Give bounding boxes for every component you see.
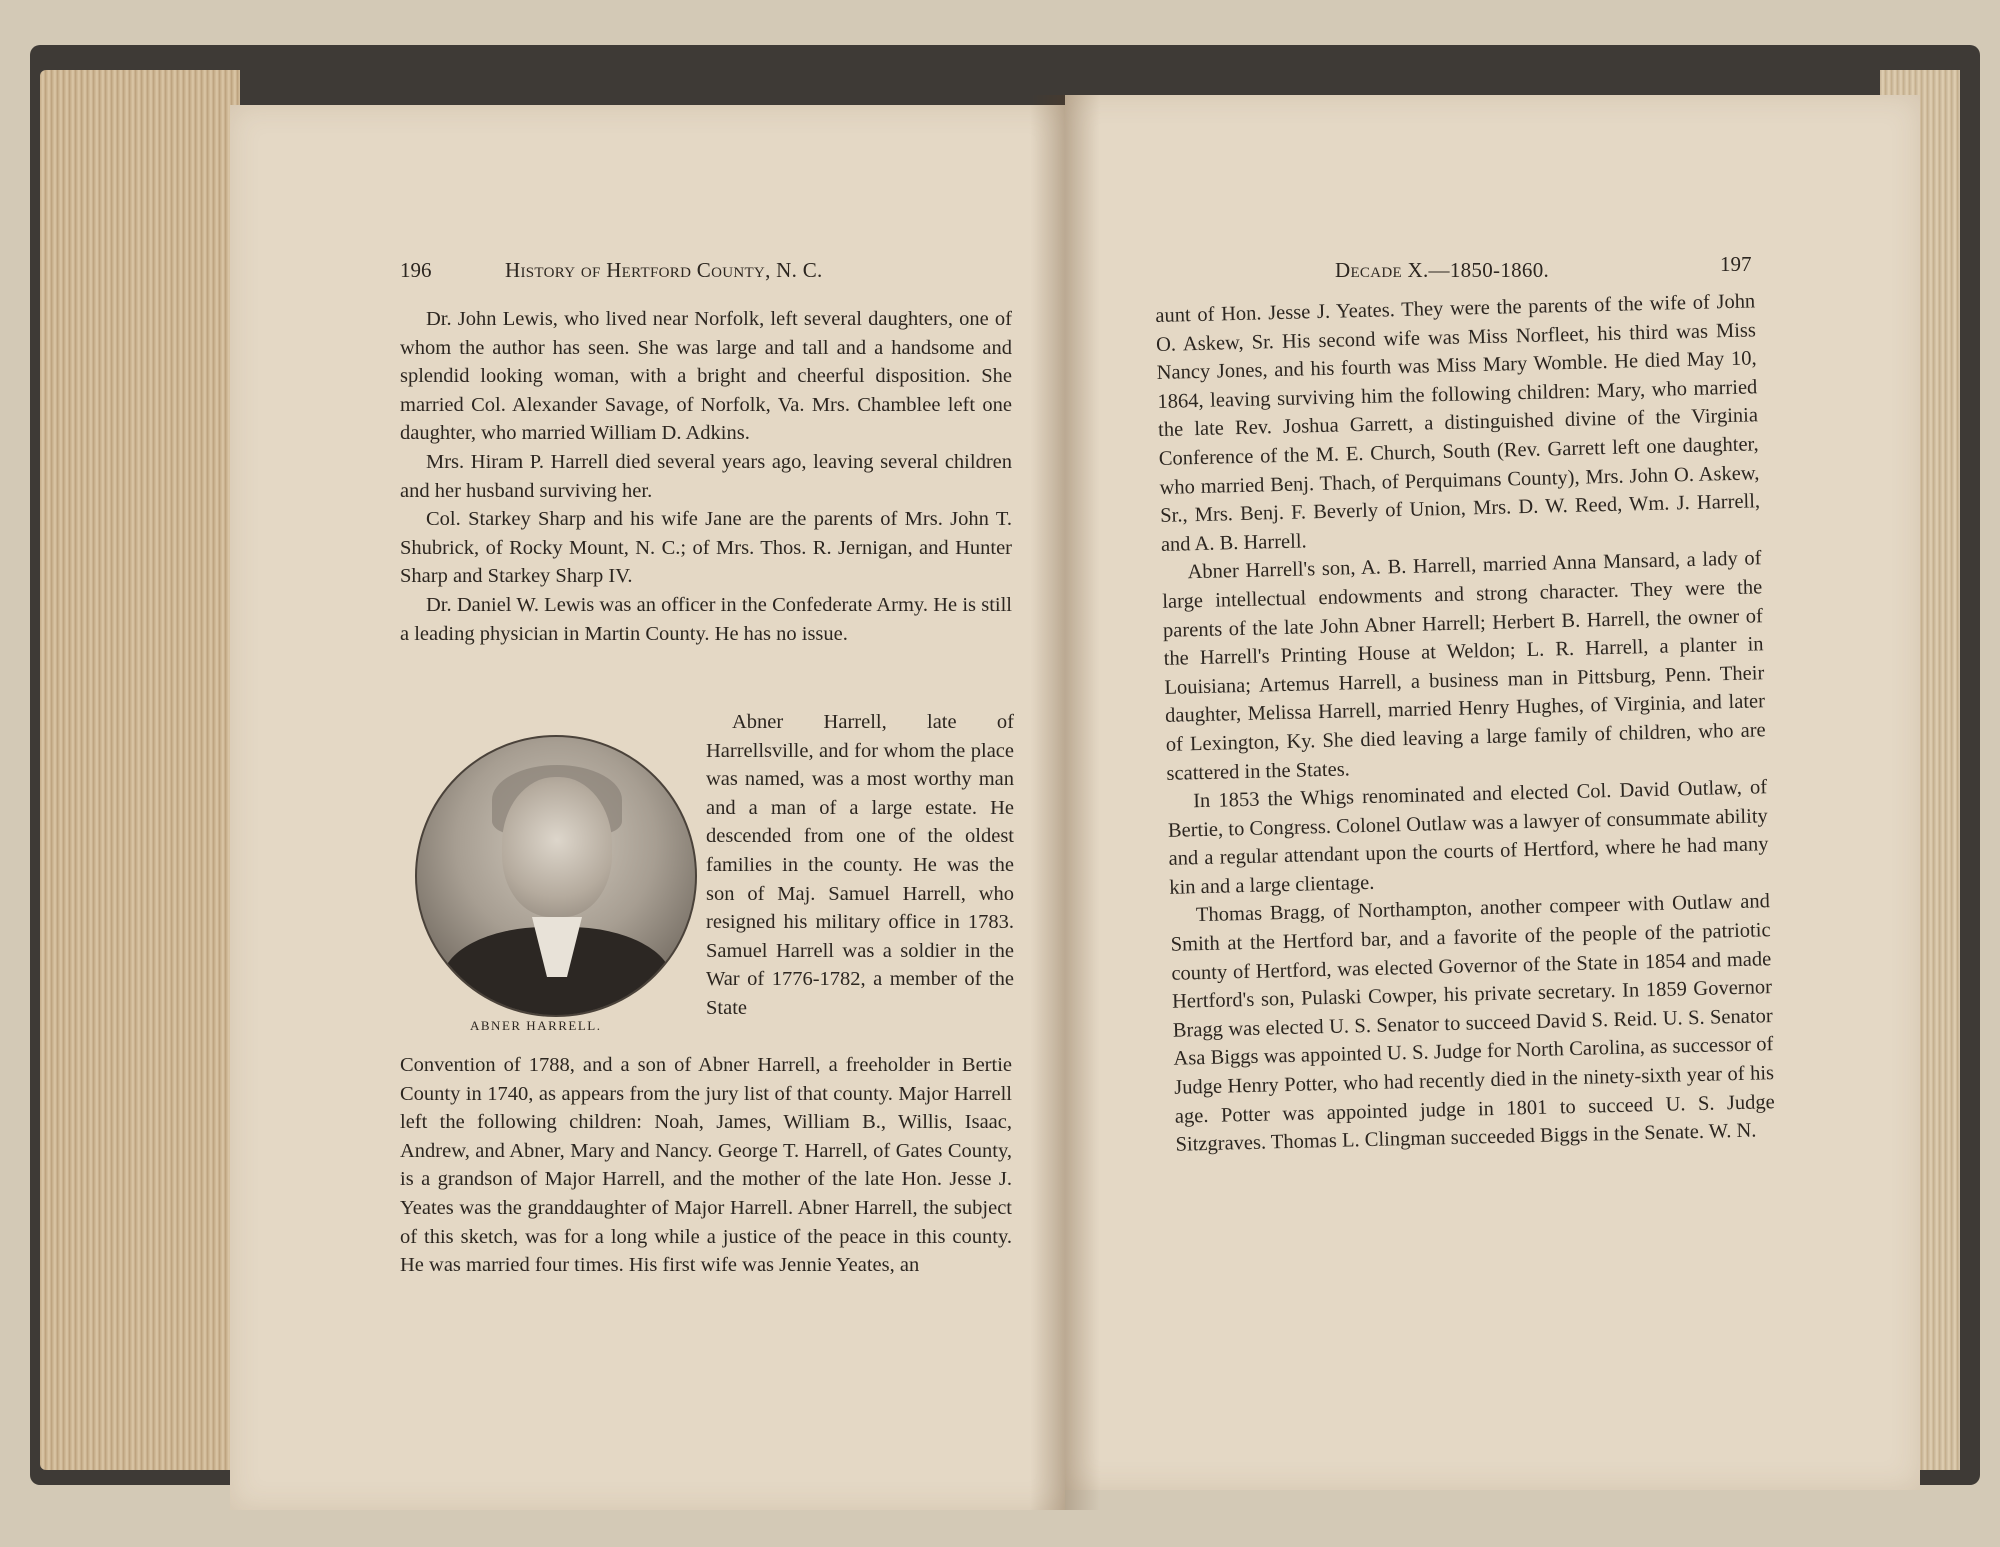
paragraph: Convention of 1788, and a son of Abner Harrell, a freeholder in Bertie County in 1740, as appears from the jury list of that county. Major Harrell left the following children: Noah, James, William B., Willis, Isaac, Andrew, and Abner, Mary and Nancy. George T. Harrell, of Gates County, is a grandson of Major Harrell, and the mother of the late Hon. Jesse J. Yeates was the granddaughter of Major Harrell. Abner Harrell, the subject of this sketch, was for a long while a justice of the peace in this county. He was married four times. His first wife was Jennie Yeates, an [400, 1054, 1012, 1277]
book-gutter [1030, 95, 1100, 1510]
paragraph: In 1853 the Whigs renominated and elected Col. David Outlaw, of Bertie, to Congress. Colonel Outlaw was a lawyer of consummate ability and a regular attendant upon the courts of Hertford, where he had many kin and a large clientage. [1167, 776, 1769, 899]
paragraph: Dr. Daniel W. Lewis was an officer in the Confederate Army. He is still a leading physician in Martin County. He has no issue. [400, 593, 1012, 645]
paragraph: Col. Starkey Sharp and his wife Jane are the parents of Mrs. John T. Shubrick, of Rocky Mount, N. C.; of Mrs. Thos. R. Jernigan, and Hunter Sharp and Starkey Sharp IV. [400, 508, 1012, 588]
paragraph: Dr. John Lewis, who lived near Norfolk, left several daughters, one of whom the author has seen. She was large and tall and a handsome and splendid looking woman, with a bright and cheerful disposition. She married Col. Alexander Savage, of Norfolk, Va. Mrs. Chamblee left one daughter, who married William D. Adkins. [400, 308, 1012, 445]
right-page-number: 197 [1720, 252, 1752, 276]
left-bottom-text [400, 1051, 1012, 1280]
paragraph: aunt of Hon. Jesse J. Yeates. They were the parents of the wife of John O. Askew, Sr. His second wife was Miss Norfleet, his third was Miss Nancy Jones, and his fourth was Miss Mary Womble. He died May 10, 1864, leaving surviving him the following children: Mary, who married the late Rev. Joshua Garrett, a distinguished divine of the Virginia Conference of the M. E. Church, South (Rev. Garrett left one daughter, who married Benj. Thach, of Perquimans County), Mrs. John O. Askew, Sr., Mrs. Benj. F. Beverly of Union, Mrs. D. W. Reed, Wm. J. Harrell, and A. B. Harrell. [1155, 290, 1761, 556]
left-page-number: 196 [400, 258, 432, 282]
right-running-head: Decade X.—1850-1860. [1335, 258, 1550, 282]
portrait-image [415, 735, 697, 1017]
portrait-caption: ABNER HARRELL. [470, 1018, 602, 1033]
paragraph: Abner Harrell's son, A. B. Harrell, married Anna Mansard, a lady of large intellectual endowments and strong character. They were the parents of the late John Abner Harrell; Herbert B. Harrell, the owner of the Harrell's Printing House at Weldon; L. R. Harrell, a planter in Louisiana; Artemus Harrell, a business man in Pittsburg, Penn. Their daughter, Melissa Harrell, married Henry Hughes, of Virginia, and later of Lexington, Ky. She died leaving a large family of children, who are scattered in the States. [1162, 547, 1766, 785]
paragraph: Mrs. Hiram P. Harrell died several years ago, leaving several children and her husband surviving her. [400, 450, 1012, 502]
left-running-head: History of Hertford County, N. C. [505, 258, 823, 282]
right-text [1155, 287, 1776, 1159]
page-edges-left [40, 70, 240, 1470]
portrait-figure [410, 735, 700, 1035]
paragraph: Abner Harrell, late of Harrellsville, and for whom the place was named, was a most worthy man and a man of a large estate. He descended from one of the oldest families in the county. He was the son of Maj. Samuel Harrell, who resigned his military office in 1783. Samuel Harrell was a soldier in the War of 1776-1782, a member of the State [706, 711, 1014, 1019]
float-text [706, 708, 1014, 1023]
paragraph: Thomas Bragg, of Northampton, another compeer with Outlaw and Smith at the Hertford bar, and a favorite of the people of the patriotic county of Hertford, was elected Governor of the State in 1854 and made Hertford's son, Pulaski Cowper, his private secretary. In 1859 Governor Bragg was elected U. S. Senator to succeed David S. Reid. U. S. Senator Asa Biggs was appointed U. S. Judge for North Carolina, as successor of Judge Henry Potter, who had recently died in the ninety-sixth year of his age. Potter was appointed judge in 1801 to succeed U. S. Judge Sitzgraves. Thomas L. Clingman succeeded Biggs in the Senate. W. N. [1170, 890, 1775, 1156]
left-top-text [400, 305, 1012, 648]
